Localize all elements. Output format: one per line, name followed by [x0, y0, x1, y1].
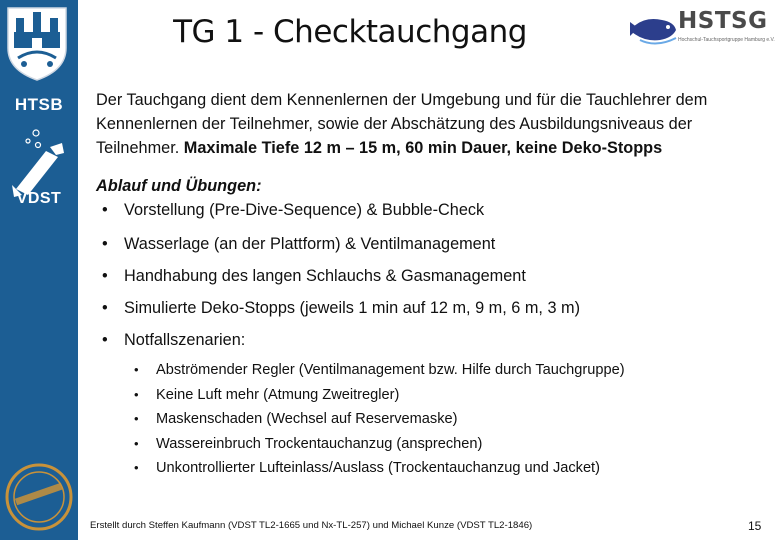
page-title: TG 1 - Checktauchgang [173, 14, 527, 50]
federation-label: VDST [16, 190, 62, 207]
bullet-icon: • [102, 235, 108, 253]
page-number: 15 [748, 519, 762, 533]
bullet-icon: • [102, 267, 108, 285]
brand-logo-subtext: Hochschul-Tauchsportgruppe Hamburg e.V. [678, 37, 775, 43]
list-item: • Simulierte Deko-Stopps (jeweils 1 min auf 12 m, 9 m, 6 m, 3 m) [96, 296, 756, 320]
made-in-germany-badge-icon [4, 462, 74, 532]
intro-bold-text: Maximale Tiefe 12 m – 15 m, 60 min Dauer, keine Deko-Stopps [183, 139, 663, 157]
diver-icon [6, 125, 72, 197]
slide-content [96, 88, 756, 481]
exercise-list [96, 198, 756, 352]
bullet-icon: • [134, 460, 139, 475]
bullet-icon: • [134, 411, 139, 426]
list-item: • Vorstellung (Pre-Dive-Sequence) & Bubble-Check [96, 198, 756, 222]
list-item: • Notfallszenarien: [96, 328, 756, 352]
bullet-icon: • [134, 362, 139, 377]
sub-list-item: • Abströmender Regler (Ventilmanagement bzw. Hilfe durch Tauchgruppe) [96, 358, 756, 383]
brand-logo-text: HSTSG [678, 8, 768, 34]
sub-list-item: • Maskenschaden (Wechsel auf Reservemaske) [96, 407, 756, 432]
intro-paragraph [96, 88, 756, 160]
intro-text: Der Tauchgang dient dem Kennenlernen der Umgebung und für die Tauchlehrer dem Kennenlernen der Teilnehmer, sowie der Abschätzung des Ausbildungsniveaus der Teilnehmer. [96, 91, 708, 157]
bullet-icon: • [134, 386, 139, 402]
bullet-icon: • [102, 331, 108, 349]
list-item: • Handhabung des langen Schlauchs & Gasmanagement [96, 264, 756, 288]
org-abbreviation: HTSB [14, 95, 64, 114]
bullet-icon: • [102, 201, 108, 219]
bullet-icon: • [102, 299, 108, 317]
list-item: • Wasserlage (an der Plattform) & Ventilmanagement [96, 232, 756, 256]
sub-list-item: • Keine Luft mehr (Atmung Zweitregler) [96, 383, 756, 408]
sub-list-item: • Wassereinbruch Trockentauchanzug (ansprechen) [96, 432, 756, 457]
sub-list-item: • Unkontrollierter Lufteinlass/Auslass (Trockentauchanzug und Jacket) [96, 456, 756, 481]
hamburg-crest-icon [4, 4, 70, 82]
footer-credit: Erstellt durch Steffen Kaufmann (VDST TL2-1665 und Nx-TL-257) und Michael Kunze (VDST TL2-1846) [90, 520, 533, 531]
section-heading: Ablauf und Übungen: [96, 177, 262, 195]
bullet-icon: • [134, 435, 139, 451]
emergency-scenario-list [96, 358, 756, 481]
sidebar [0, 0, 78, 540]
